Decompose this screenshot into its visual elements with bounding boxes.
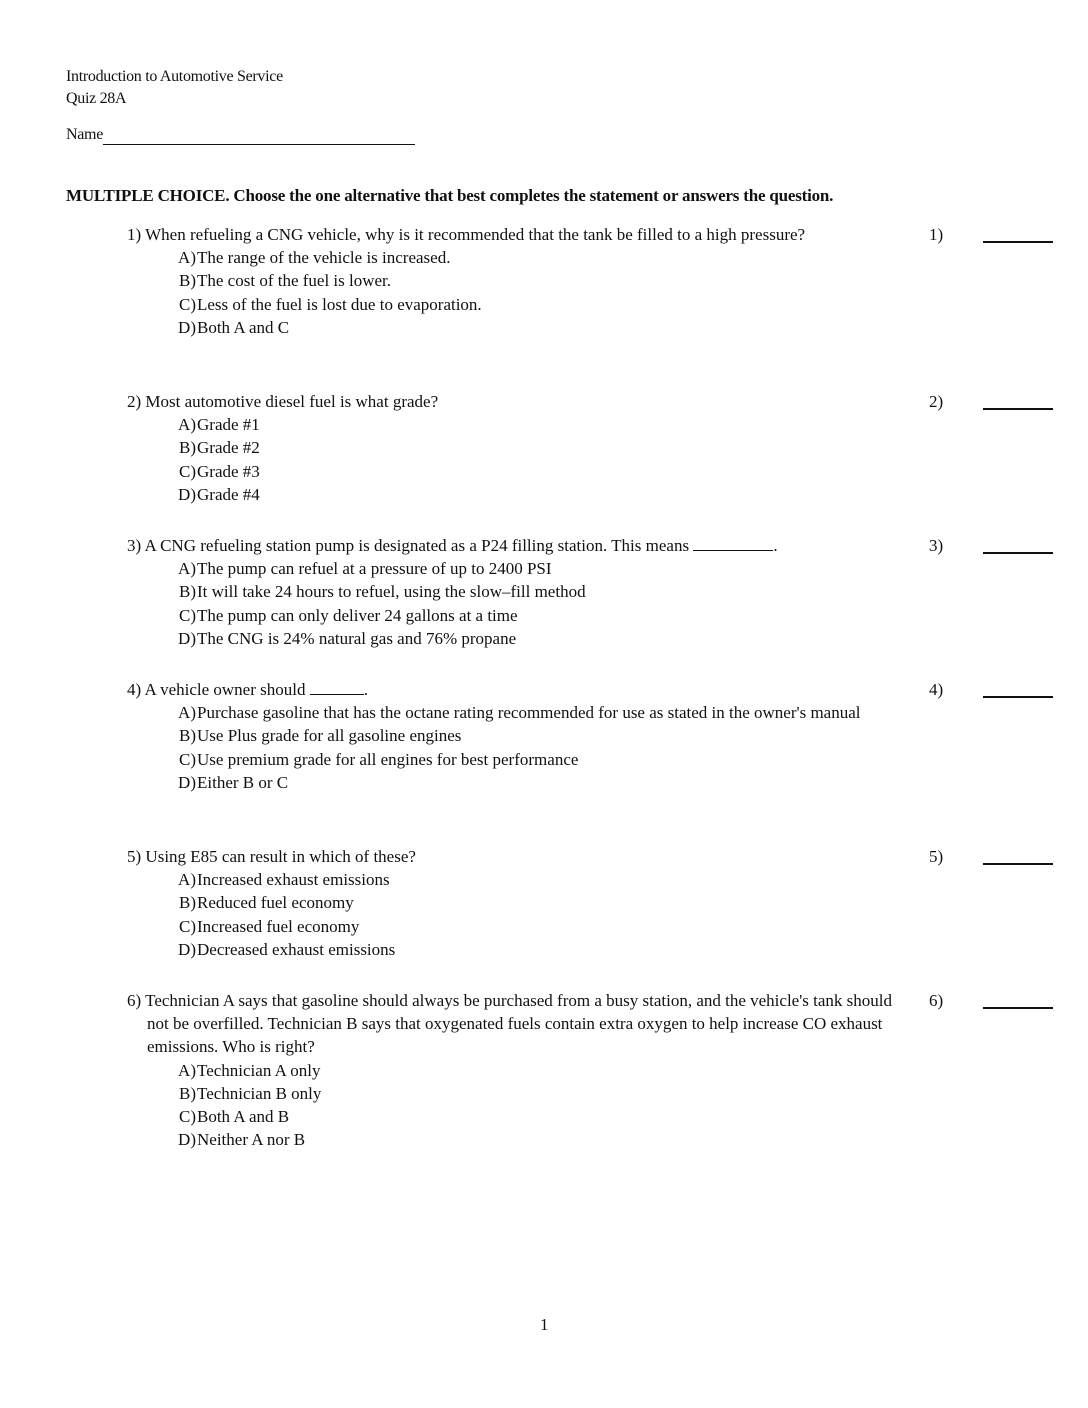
name-label: Name (66, 126, 104, 143)
question-stem: When refueling a CNG vehicle, why is it recommended that the tank be filled to a high pressure? (145, 225, 806, 244)
choice-c[interactable]: C) Both A and B (179, 1107, 290, 1127)
inline-blank (693, 535, 773, 551)
question-number: 6) (127, 991, 142, 1010)
choice-d[interactable]: D) Grade #4 (178, 484, 260, 504)
choice-b[interactable]: B) Use Plus grade for all gasoline engines (179, 726, 462, 746)
name-row (66, 125, 415, 145)
question-number: 4) (127, 680, 142, 699)
choice-a[interactable]: A) Purchase gasoline that has the octane rating recommended for use as stated in the owner's manual (178, 703, 861, 723)
answer-number: 2) (929, 392, 944, 411)
instructions: MULTIPLE CHOICE. Choose the one alternative that best completes the statement or answers the question. (66, 186, 834, 205)
choice-b[interactable]: B) Grade #2 (179, 438, 260, 458)
question-3 (127, 534, 1057, 650)
choice-c[interactable]: C) Increased fuel economy (179, 916, 360, 936)
answer-slot (929, 223, 1053, 246)
choice-a[interactable]: A) The range of the vehicle is increased. (178, 248, 451, 268)
answer-blank[interactable] (983, 392, 1053, 410)
question-1 (127, 223, 1057, 339)
choice-a[interactable]: A) Increased exhaust emissions (178, 870, 390, 890)
answer-number: 5) (929, 847, 944, 866)
question-number: 2) (127, 392, 142, 411)
choice-list (172, 868, 1057, 961)
choice-d[interactable]: D) Neither A nor B (178, 1130, 306, 1150)
choice-list (172, 246, 1057, 339)
choice-b[interactable]: B) The cost of the fuel is lower. (179, 271, 392, 291)
question-4 (127, 678, 1057, 794)
stem-suffix: . (773, 536, 778, 555)
choice-c[interactable]: C) The pump can only deliver 24 gallons at a time (179, 605, 518, 625)
choice-c[interactable]: C) Less of the fuel is lost due to evaporation. (179, 294, 482, 314)
stem-suffix: . (363, 680, 368, 699)
choice-b[interactable]: B) Reduced fuel economy (179, 893, 354, 913)
answer-slot (929, 678, 1053, 701)
choice-d[interactable]: D) Decreased exhaust emissions (178, 939, 396, 959)
answer-number: 6) (929, 991, 944, 1010)
choice-a[interactable]: A) Grade #1 (178, 415, 260, 435)
answer-slot (929, 534, 1053, 557)
choice-d[interactable]: D) Either B or C (178, 772, 289, 792)
choice-b[interactable]: B) It will take 24 hours to refuel, using the slow–fill method (179, 582, 586, 602)
name-field[interactable] (103, 127, 415, 145)
answer-number: 1) (929, 225, 944, 244)
question-stem: Most automotive diesel fuel is what grade? (145, 392, 439, 411)
choice-list (172, 557, 1057, 650)
choice-d[interactable]: D) Both A and C (178, 317, 290, 337)
choice-list (172, 413, 1057, 506)
page-number: 1 (540, 1315, 549, 1334)
choice-a[interactable]: A) The pump can refuel at a pressure of up to 2400 PSI (178, 559, 552, 579)
inline-blank (310, 679, 364, 695)
choice-a[interactable]: A) Technician A only (178, 1060, 321, 1080)
answer-slot (929, 390, 1053, 413)
question-2 (127, 390, 1057, 506)
choice-c[interactable]: C) Grade #3 (179, 461, 260, 481)
choice-c[interactable]: C) Use premium grade for all engines for best performance (179, 749, 579, 769)
question-5 (127, 845, 1057, 961)
question-number: 1) (127, 225, 142, 244)
answer-slot (929, 845, 1053, 868)
answer-blank[interactable] (983, 680, 1053, 698)
choice-list (172, 1059, 1057, 1152)
answer-blank[interactable] (983, 847, 1053, 865)
answer-blank[interactable] (983, 225, 1053, 243)
choice-d[interactable]: D) The CNG is 24% natural gas and 76% propane (178, 628, 517, 648)
question-number: 3) (127, 536, 142, 555)
question-stem: A vehicle owner should (144, 680, 306, 699)
answer-number: 4) (929, 680, 944, 699)
question-6 (127, 989, 1057, 1151)
course-title: Introduction to Automotive Service (66, 68, 283, 85)
answer-blank[interactable] (983, 991, 1053, 1009)
question-number: 5) (127, 847, 142, 866)
question-stem: Using E85 can result in which of these? (145, 847, 416, 866)
choice-list (172, 701, 1057, 794)
quiz-title: Quiz 28A (66, 90, 127, 107)
choice-b[interactable]: B) Technician B only (179, 1083, 322, 1103)
answer-blank[interactable] (983, 536, 1053, 554)
question-stem: Technician A says that gasoline should always be purchased from a busy station, and the vehicle's tank should not be overfilled. Technician B says that oxygenated fuels contain extra oxygen to help increase CO exhaust emissions. Who is right? (145, 991, 892, 1057)
answer-slot (929, 989, 1053, 1012)
answer-number: 3) (929, 536, 944, 555)
question-stem: A CNG refueling station pump is designated as a P24 filling station. This means (144, 536, 690, 555)
